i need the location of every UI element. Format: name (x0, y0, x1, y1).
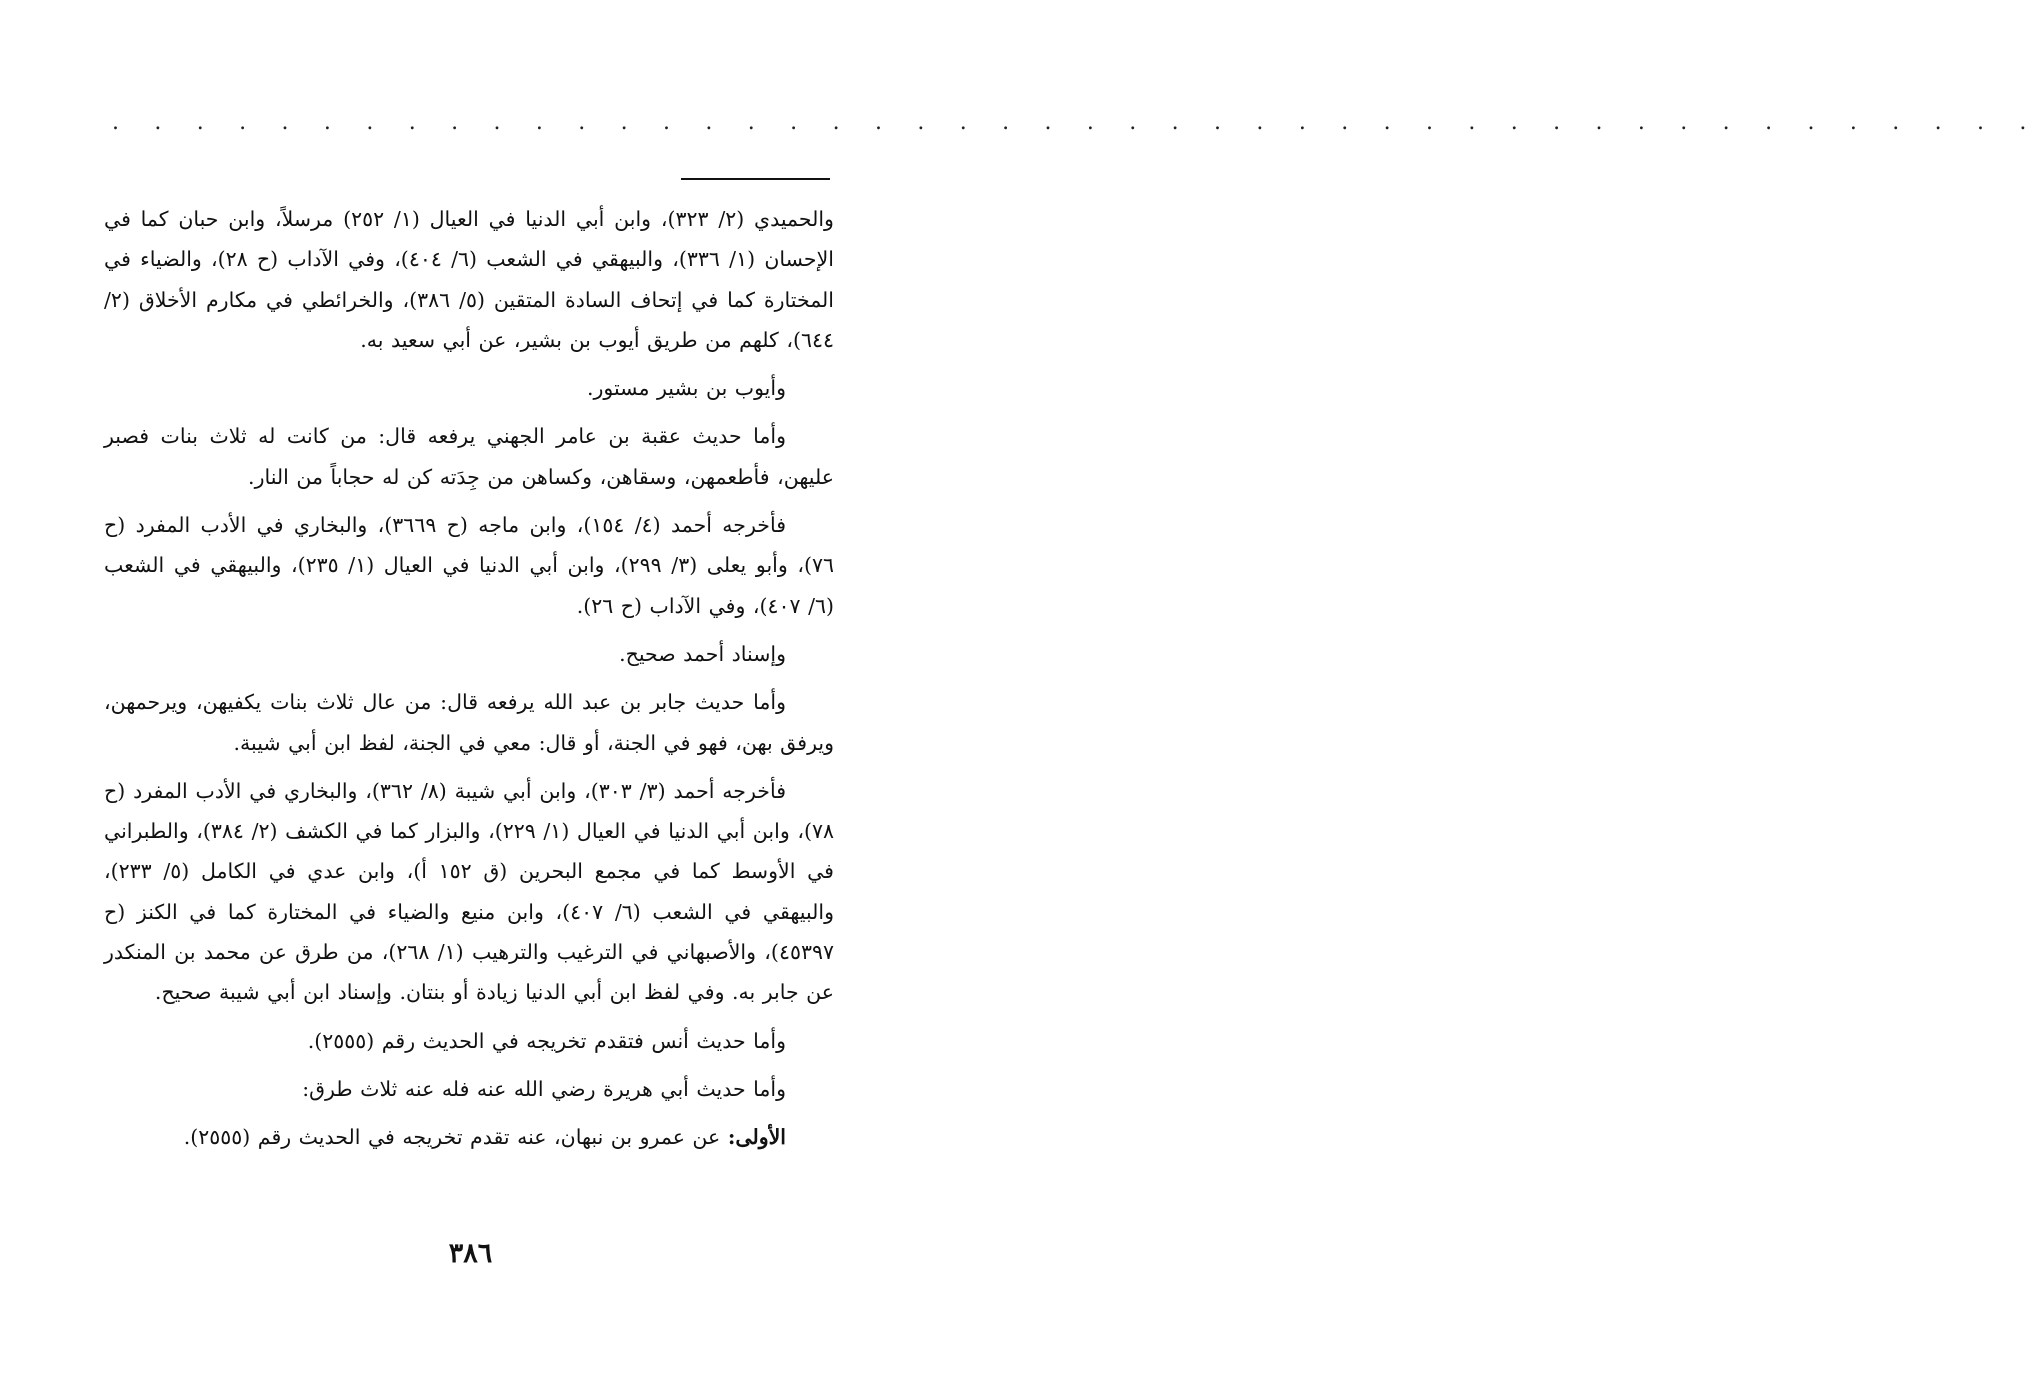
footnote-body (104, 199, 834, 1166)
paragraph-10-text: عن عمرو بن نبهان، عنه تقدم تخريجه في الحديث رقم (٢٥٥٥). (183, 1125, 721, 1150)
paragraph-9: وأما حديث أبي هريرة رضي الله عنه فله عنه ثلاث طرق: (302, 1076, 786, 1101)
footnote-rule (681, 178, 830, 180)
paragraph-7: فأخرجه أحمد (٣/ ٣٠٣)، وابن أبي شيبة (٨/ ٣٦٢)، والبخاري في الأدب المفرد (ح ٧٨)، وابن أبي الدنيا في العيال (١/ ٢٢٩)، والبزار كما في الكشف (٢/ ٣٨٤)، والطبراني في الأوسط كما في مجمع البحرين (ق ١٥٢ أ)، وابن عدي في الكامل (٥/ ٢٣٣)، والبيهقي في الشعب (٦/ ٤٠٧)، وابن منيع والضياء في المختارة كما في الكنز (ح ٤٥٣٩٧)، والأصبهاني في الترغيب والترهيب (١/ ٢٦٨)، من طرق عن محمد بن المنكدر عن جابر به. وفي لفظ ابن أبي الدنيا زيادة أو بنتان. وإسناد ابن أبي شيبة صحيح. (104, 778, 834, 1005)
paragraph-1: والحميدي (٢/ ٣٢٣)، وابن أبي الدنيا في العيال (١/ ٢٥٢) مرسلاً، وابن حبان كما في الإحسان (١/ ٣٣٦)، والبيهقي في الشعب (٦/ ٤٠٤)، وفي الآداب (ح ٢٨)، والضياء في المختارة كما في إتحاف السادة المتقين (٥/ ٣٨٦)، والخرائطي في مكارم الأخلاق (٢/ ٦٤٤)، كلهم من طريق أيوب بن بشير، عن أبي سعيد به. (104, 207, 834, 352)
paragraph-2: وأيوب بن بشير مستور. (586, 376, 786, 401)
paragraph-6: وأما حديث جابر بن عبد الله يرفعه قال: من عال ثلاث بنات يكفيهن، ويرحمهن، ويرفق بهن، فهو في الجنة، أو قال: معي في الجنة، لفظ ابن أبي شيبة. (104, 690, 834, 755)
dotted-separator: . . . . . . . . . . . . . . . . . . . . . . . . . . . . . . . . . . . . . . . . . . . . . . (112, 110, 2041, 135)
paragraph-5: وإسناد أحمد صحيح. (619, 641, 786, 666)
paragraph-3: وأما حديث عقبة بن عامر الجهني يرفعه قال: من كانت له ثلاث بنات فصبر عليهن، فأطعمهن، وسقاهن، وكساهن من جِدَته كن له حجاباً من النار. (104, 424, 834, 489)
paragraph-8: وأما حديث أنس فتقدم تخريجه في الحديث رقم (٢٥٥٥). (307, 1028, 786, 1053)
page-number: ٣٨٦ (448, 1238, 493, 1269)
paragraph-10 (104, 1117, 834, 1157)
paragraph-4: فأخرجه أحمد (٤/ ١٥٤)، وابن ماجه (ح ٣٦٦٩)، والبخاري في الأدب المفرد (ح ٧٦)، وأبو يعلى (٣/ ٢٩٩)، وابن أبي الدنيا في العيال (١/ ٢٣٥)، والبيهقي في الشعب (٦/ ٤٠٧)، وفي الآداب (ح ٢٦). (104, 513, 834, 618)
paragraph-10-lead: الأولى: (727, 1125, 786, 1150)
